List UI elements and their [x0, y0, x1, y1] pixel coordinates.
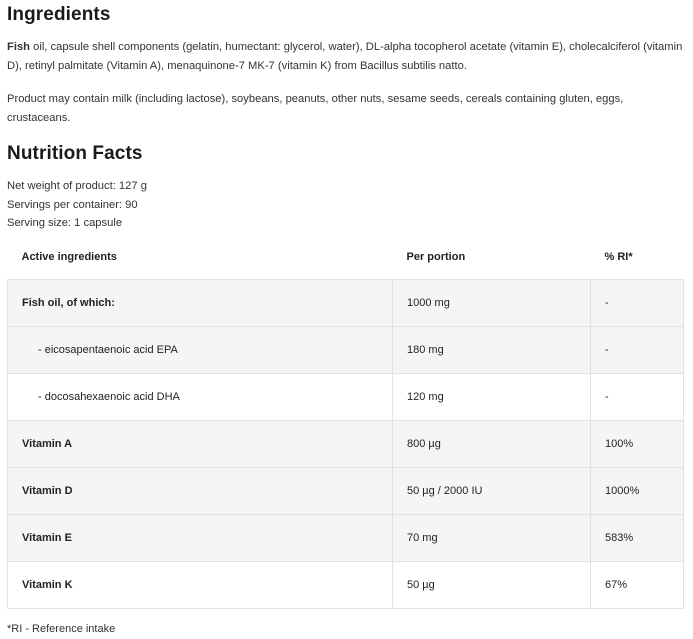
allergens-text: Product may contain milk (including lactose), soybeans, peanuts, other nuts, sesame seeds, cereals containing gluten, eggs, crustaceans. [7, 93, 624, 124]
row-name: Vitamin A [8, 421, 393, 468]
row-name: Fish oil, of which: [8, 280, 393, 327]
table-row [8, 421, 684, 468]
table-row [8, 374, 684, 421]
row-portion: 70 mg [393, 515, 591, 562]
row-portion: 800 µg [393, 421, 591, 468]
row-ri: - [591, 374, 684, 421]
table-row [8, 468, 684, 515]
row-ri: 100% [591, 421, 684, 468]
row-ri: - [591, 327, 684, 374]
ingredients-bold-word: Fish [7, 41, 30, 53]
header-active-ingredients: Active ingredients [21, 250, 117, 263]
serving-size: Serving size: 1 capsule [7, 217, 123, 229]
header-per-portion: Per portion [406, 250, 466, 263]
table-row [8, 327, 684, 374]
header-ri: % RI* [604, 250, 633, 263]
servings-per-container: Servings per container: 90 [7, 198, 138, 211]
row-ri: - [591, 280, 684, 327]
row-portion: 180 mg [393, 327, 591, 374]
ri-footnote: *RI - Reference intake [7, 623, 116, 635]
table-row [8, 280, 684, 327]
row-portion: 50 µg / 2000 IU [393, 468, 591, 515]
row-name: - eicosapentaenoic acid EPA [8, 327, 393, 374]
table-header-row [8, 234, 684, 280]
row-name: Vitamin K [8, 562, 393, 609]
ingredients-list: oil, capsule shell components (gelatin, humectant: glycerol, water), DL-alpha tocopherol acetate (vitamin E), cholecalciferol (vitamin D), retinyl palmitate (Vitamin A), menaquinone-7 MK-7 (vitamin K) from Bacillus subtilis natto. [7, 41, 683, 72]
row-portion: 120 mg [393, 374, 591, 421]
row-name: Vitamin D [8, 468, 393, 515]
row-ri: 583% [591, 515, 684, 562]
row-ri: 1000% [591, 468, 684, 515]
nutrition-title: Nutrition Facts [7, 143, 143, 164]
row-portion: 1000 mg [393, 280, 591, 327]
row-ri: 67% [591, 562, 684, 609]
row-name: Vitamin E [8, 515, 393, 562]
row-portion: 50 µg [393, 562, 591, 609]
table-row [8, 515, 684, 562]
nutrition-meta [7, 177, 147, 233]
nutrition-table [7, 234, 684, 609]
net-weight: Net weight of product: 127 g [7, 180, 147, 192]
ingredients-text [7, 38, 683, 76]
ingredients-title: Ingredients [7, 4, 111, 25]
table-row [8, 562, 684, 609]
row-name: - docosahexaenoic acid DHA [8, 374, 393, 421]
